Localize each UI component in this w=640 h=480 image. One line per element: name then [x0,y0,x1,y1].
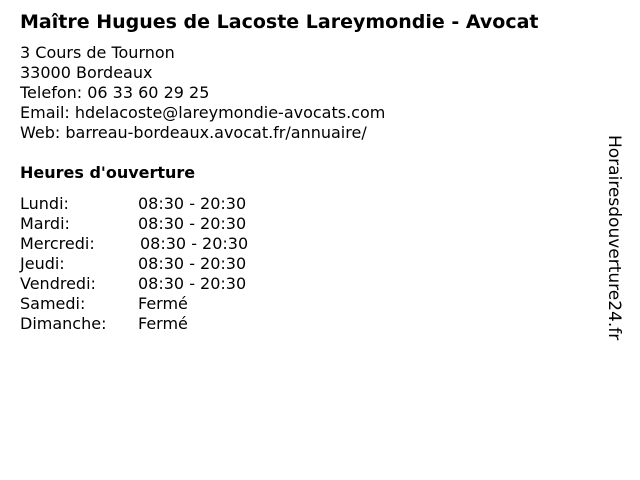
day-label: Dimanche: [20,314,107,333]
hours-heading: Heures d'ouverture [20,163,196,182]
contact-block [20,43,385,143]
email-line: Email: hdelacoste@lareymondie-avocats.com [20,103,386,122]
day-hours: 08:30 - 20:30 [140,234,249,253]
day-hours: Fermé [138,314,188,333]
day-label: Vendredi: [20,274,96,293]
day-hours: 08:30 - 20:30 [138,254,247,273]
day-hours: Fermé [138,294,188,313]
day-label: Samedi: [20,294,86,313]
day-hours: 08:30 - 20:30 [138,274,247,293]
address-street: 3 Cours de Tournon [20,43,175,62]
day-label: Mardi: [20,214,70,233]
day-hours: 08:30 - 20:30 [138,214,247,233]
phone-line: Telefon: 06 33 60 29 25 [20,83,210,102]
day-label: Jeudi: [20,254,65,273]
day-label: Lundi: [20,194,69,213]
day-hours: 08:30 - 20:30 [138,194,247,213]
address-city: 33000 Bordeaux [20,63,153,82]
site-watermark: Horairesdouverture24.fr [604,135,624,341]
day-label: Mercredi: [20,234,95,253]
web-line: Web: barreau-bordeaux.avocat.fr/annuaire/ [20,123,367,142]
business-title: Maître Hugues de Lacoste Lareymondie - Avocat [20,11,539,33]
